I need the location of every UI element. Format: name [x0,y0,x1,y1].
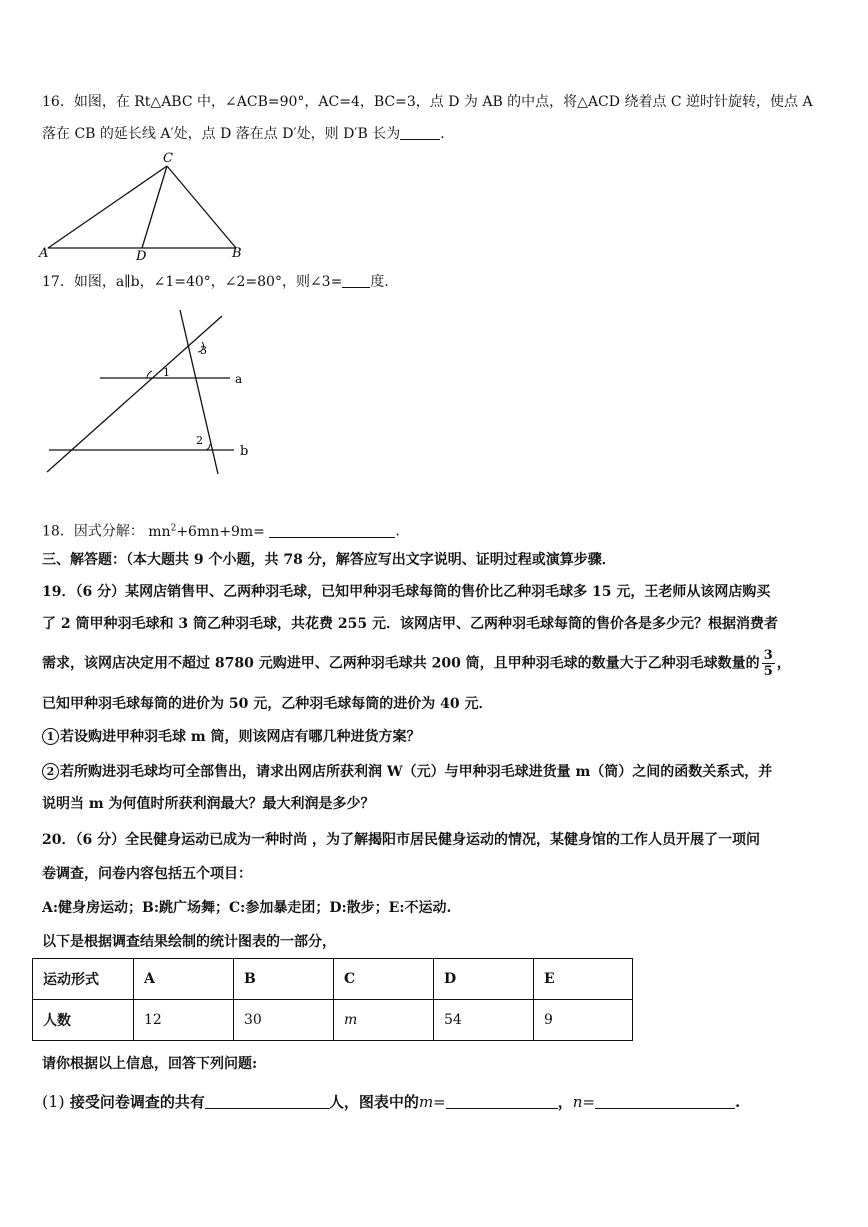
q16-label-c: C [163,151,173,166]
q19-line4: 已知甲种羽毛球每筒的进价为 50 元，乙种羽毛球每筒的进价为 40 元． [42,696,493,712]
q17-answer-blank [342,273,370,288]
q17-line-b-label: b [240,444,249,459]
q19-fraction-den: 5 [763,664,773,679]
q20-m-symbol: m [418,1093,434,1111]
q20-eq2: = [582,1093,596,1111]
q18-expr-b: +6mn+9m= [176,523,265,540]
q19-line2: 了 2 筒甲种羽毛球和 3 筒乙种羽毛球，共花费 255 元．该网店甲、乙两种羽毛球每筒的售价各是多少元？根据消费者 [42,616,778,632]
q18-label: 18．因式分解： [42,523,144,540]
q19-line1: 19．（6 分）某网店销售甲、乙两种羽毛球，已知甲种羽毛球每筒的售价比乙种羽毛球多 15 元，王老师从该网店购买 [42,584,771,600]
table-cell: A [134,959,234,1000]
q20-line3: A:健身房运动；B:跳广场舞；C:参加暴走团；D:散步；E:不运动. [42,900,452,916]
q19-sub2-text: 若所购进羽毛球均可全部售出，请求出网店所获利润 W（元）与甲种羽毛球进货量 m（筒）之间的函数关系式，并 [60,764,773,780]
q19-sub2-mark: 2 [42,763,59,780]
q20-eq1: = [433,1093,446,1111]
q17-text-end: 度． [370,274,399,290]
q20-comma: ， [557,1093,573,1111]
table-cell: C [334,959,434,1000]
q20-part1-end: . [735,1093,741,1111]
q17-angle1-label: 1 [163,366,170,379]
q18-answer-blank [269,523,395,538]
q17-parallel-lines-figure [42,306,272,478]
q20-m-blank [446,1094,558,1109]
q19-sub1 [42,727,421,747]
q16-triangle-figure [36,148,246,260]
table-cell: 30 [234,1000,334,1041]
table-cell: 9 [534,1000,633,1041]
q19-line3 [42,648,791,679]
q18-expr-a: mn [148,523,171,540]
q18-expr-sup: 2 [170,523,177,533]
q20-total-blank [205,1094,329,1109]
table-cell: 运动形式 [33,959,134,1000]
q18-end: ． [395,523,410,540]
q16-line2-text: 落在 CB 的延长线 A′处，点 D 落在点 D′处，则 D′B 长为 [42,126,401,142]
q18-line [42,518,409,542]
q16-line2 [42,124,454,144]
table-cell: D [434,959,534,1000]
q20-n-blank [595,1094,735,1109]
table-cell: B [234,959,334,1000]
q16-label-d: D [136,249,147,260]
q19-line3-end: ， [776,655,791,672]
q16-label-b: B [232,246,242,260]
q20-line2: 卷调查，问卷内容包括五个项目： [42,866,252,882]
table-cell: 人数 [33,1000,134,1041]
q20-n-symbol: n [572,1093,583,1111]
q17-line [42,272,398,292]
q20-part1-mark: (1) [42,1092,65,1111]
table-row [33,1000,633,1041]
q16-answer-blank [400,125,440,140]
q19-sub2-cont: 说明当 m 为何值时所获利润最大？最大利润是多少？ [42,796,375,812]
q16-line1: 16．如图，在 Rt△ABC 中，∠ACB=90°，AC=4，BC=3，点 D 为 AB 的中点，将△ACD 绕着点 C 逆时针旋转，使点 A [42,94,813,110]
q20-part1 [42,1092,740,1112]
q16-line2-end: ． [440,126,455,142]
q19-sub2 [42,762,772,782]
q19-fraction-num: 3 [763,648,773,663]
q19-line3-text: 需求，该网店决定用不超过 8780 元购进甲、乙两种羽毛球共 200 筒，且甲种羽毛球的数量大于乙种羽毛球数量的 [42,655,760,672]
q20-line1: 20．（6 分）全民健身运动已成为一种时尚 ，为了解揭阳市居民健身运动的情况，某健身馆的工作人员开展了一项问 [42,832,760,848]
q20-part1-text-a: 接受问卷调查的共有 [69,1093,205,1111]
table-cell: m [334,1000,434,1041]
q20-line5: 请你根据以上信息，回答下列问题: [42,1056,258,1072]
section3-heading: 三、解答题：（本大题共 9 个小题，共 78 分，解答应写出文字说明、证明过程或演算步骤． [42,552,616,568]
q19-sub1-mark: 1 [42,728,59,745]
q18-expression [148,524,265,540]
q17-text: 17．如图，a∥b，∠1=40°，∠2=80°，则∠3= [42,274,343,290]
q19-fraction [762,648,775,679]
table-cell: 54 [434,1000,534,1041]
q17-line-a-label: a [235,372,243,386]
q20-part1-text-b: 人，图表中的 [328,1093,419,1111]
q17-angle3-label: 3 [200,344,207,357]
table-cell: E [534,959,633,1000]
q20-line4: 以下是根据调查结果绘制的统计图表的一部分， [42,934,336,950]
q20-stat-table [32,958,633,1041]
q16-label-a: A [39,246,49,260]
table-cell: 12 [134,1000,234,1041]
q19-sub1-text: 若设购进甲种羽毛球 m 筒，则该网店有哪几种进货方案？ [60,729,421,745]
table-row [33,959,633,1000]
q17-angle2-label: 2 [196,434,203,447]
